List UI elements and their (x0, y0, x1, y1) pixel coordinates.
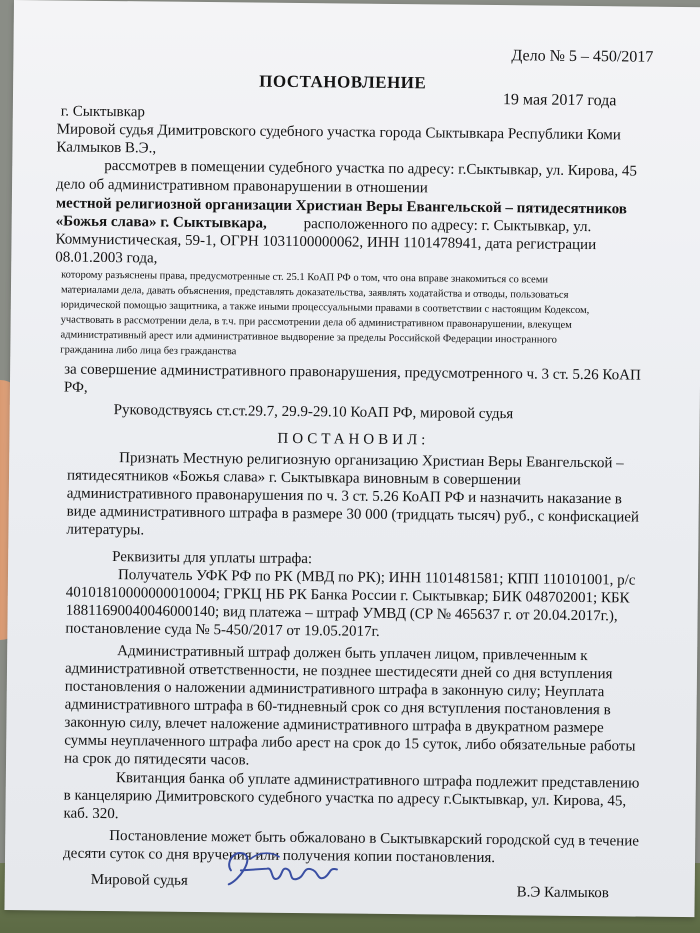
receipt-line: каб. 320. (63, 805, 119, 823)
appeal-line: десяти суток со дня вручения или получения копии постановления. (62, 845, 496, 867)
appeal-line: Постановление может быть обжаловано в Сыктывкарский городской суд в течение (109, 828, 640, 850)
signature-name: В.Э Калмыков (516, 884, 609, 902)
court-document (4, 0, 700, 917)
rights-line: гражданина либо лица без гражданства (60, 344, 237, 358)
org-line: «Божья слава» г. Сыктывкара, (55, 213, 267, 232)
judge-name: Калмыков В.Э., (56, 139, 157, 157)
fine-line: постановления о наложении административного штрафа в законную силу; Неуплата (64, 678, 605, 701)
rights-line: участвовать в рассмотрении дела, в т.ч. при рассмотрении дела об административном правонарушении, влекущем (60, 314, 572, 331)
document-date: 19 мая 2017 года (502, 91, 617, 110)
fine-line: законную силу, влечет наложение административного штрафа в двукратном размере (64, 714, 604, 737)
resolved-line: литературы. (66, 521, 145, 539)
org-line: местной религиозной организации Христиан Веры Евангельской – пятидесятников (55, 195, 628, 218)
violation-line: за совершение административного правонарушения, предусмотренного ч. 3 ст. 5.26 КоАП (64, 361, 641, 384)
org-line: расположенного по адресу: г. Сыктывкар, ул. (303, 216, 592, 236)
payment-line: 40101810000000010004; ГРКЦ НБ РК Банка России г. Сыктывкар; БИК 048702001; КБК (65, 584, 630, 607)
document-city: г. Сыктывкар (60, 103, 145, 121)
rights-line: материалами дела, давать объяснения, представлять доказательства, заявлять ходатайства и отводы, пользоваться (60, 284, 569, 301)
rights-line: административный арест или административное выдворение за пределы Российской Федерации иностранного (60, 329, 557, 346)
payment-heading: Реквизиты для уплаты штрафа: (112, 549, 313, 568)
fine-line: административного штрафа в 60-тидневный срок со дня вступления постановления в (64, 696, 611, 719)
guided-by-line: Руководствуясь ст.ст.29.7, 29.9-29.10 КоАП РФ, мировой судья (113, 402, 514, 423)
considered-line: рассмотрев в помещении судебного участка по адресу: г.Сыктывкар, ул. Кирова, 45 (104, 157, 637, 180)
payment-line: Получатель УФК РФ по РК (МВД по РК); ИНН 1101481581; КПП 110101001, р/с (117, 567, 636, 589)
rights-line: которому разъяснены права, предусмотренные ст. 25.1 КоАП РФ о том, что она вправе знакомиться со всеми (61, 269, 549, 286)
fine-line: суммы неуплаченного штрафа либо арест на срок до 15 суток, либо обязательные работы (64, 732, 636, 755)
resolved-heading: ПОСТАНОВИЛ: (277, 430, 430, 449)
signature-label: Мировой судья (90, 871, 188, 889)
resolved-line: административного правонарушения по ч. 3 ст. 5.26 КоАП РФ и назначить наказание в (66, 485, 622, 508)
payment-line: 18811690040046000140; вид платежа – штраф УМВД (СР № 465637 г. от 20.04.2017г.), (65, 602, 618, 625)
violation-line: РФ, (63, 379, 88, 396)
fine-line: Административный штраф должен быть уплачен лицом, привлеченным к (117, 643, 588, 665)
org-line: 08.01.2003 года, (55, 249, 158, 267)
handwritten-signature (221, 840, 362, 893)
judge-line: Мировой судья Димитровского судебного участка города Сыктывкара Республики Коми (56, 121, 621, 144)
resolved-line: виде административного штрафа в размере 30 000 (тридцать тысяч) руб., с конфискацией (66, 503, 640, 526)
payment-line: постановление суда № 5-450/2017 от 19.05.2017г. (65, 620, 380, 640)
org-line: Коммунистическая, 59-1, ОГРН 1031100000062, ИНН 1101478941, дата регистрации (55, 231, 597, 254)
case-about-line: дело об административном правонарушении в отношении (55, 176, 428, 197)
rights-line: юридической помощью защитника, а также иными процессуальными правами в соответствии с настоящим Кодексом, (60, 299, 590, 317)
receipt-line: Квитанция банка об уплате административного штрафа подлежит представлению (115, 770, 640, 792)
case-number: Дело № 5 – 450/2017 (511, 47, 654, 66)
resolved-line: пятидесятников «Божья слава» г. Сыктывкара виновным в совершении (66, 467, 521, 489)
document-title: ПОСТАНОВЛЕНИЕ (259, 71, 427, 93)
fine-line: административной ответственности, не позднее шестидесяти дней со дня вступления (64, 660, 613, 683)
fine-line: на срок до пятидесяти часов. (63, 750, 250, 769)
receipt-line: в канцелярию Димитровского судебного участка по адресу г.Сыктывкар, ул. Кирова, 45, (63, 787, 627, 810)
resolved-line: Признать Местную религиозную организацию Христиан Веры Евангельской – (119, 450, 624, 472)
